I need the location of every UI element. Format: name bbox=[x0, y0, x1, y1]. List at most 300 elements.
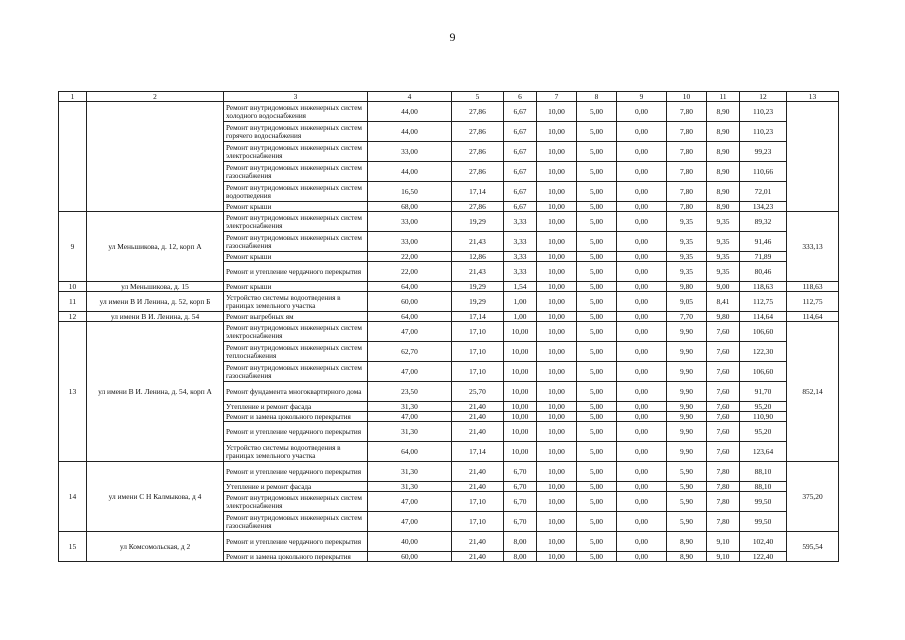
value-cell: 7,60 bbox=[707, 402, 740, 412]
value-cell: 10,00 bbox=[504, 342, 537, 362]
total-cell: 333,13 bbox=[787, 212, 839, 282]
value-cell: 7,80 bbox=[667, 182, 707, 202]
value-cell: 7,60 bbox=[707, 422, 740, 442]
column-header: 2 bbox=[87, 92, 224, 102]
value-cell: 5,00 bbox=[577, 462, 617, 482]
column-header: 6 bbox=[504, 92, 537, 102]
value-cell: 5,00 bbox=[577, 202, 617, 212]
value-cell: 5,00 bbox=[577, 492, 617, 512]
value-cell: 17,10 bbox=[452, 492, 504, 512]
value-cell: 110,90 bbox=[740, 412, 787, 422]
value-cell: 118,63 bbox=[740, 282, 787, 292]
value-cell: 0,00 bbox=[617, 252, 667, 262]
value-cell: 10,00 bbox=[537, 382, 577, 402]
value-cell: 9,80 bbox=[707, 312, 740, 322]
value-cell: 7,80 bbox=[667, 122, 707, 142]
value-cell: 19,29 bbox=[452, 212, 504, 232]
value-cell: 5,00 bbox=[577, 312, 617, 322]
value-cell: 9,35 bbox=[707, 262, 740, 282]
value-cell: 17,14 bbox=[452, 312, 504, 322]
value-cell: 9,00 bbox=[707, 282, 740, 292]
value-cell: 0,00 bbox=[617, 122, 667, 142]
value-cell: 10,00 bbox=[537, 512, 577, 532]
value-cell: 72,01 bbox=[740, 182, 787, 202]
value-cell: 23,50 bbox=[368, 382, 452, 402]
value-cell: 17,10 bbox=[452, 512, 504, 532]
table-row bbox=[59, 532, 839, 552]
value-cell: 10,00 bbox=[537, 412, 577, 422]
work-type-cell: Ремонт внутридомовых инженерных систем газоснабжения bbox=[224, 232, 368, 252]
value-cell: 7,80 bbox=[707, 482, 740, 492]
value-cell: 10,00 bbox=[504, 362, 537, 382]
value-cell: 40,00 bbox=[368, 532, 452, 552]
value-cell: 0,00 bbox=[617, 292, 667, 312]
value-cell: 10,00 bbox=[504, 322, 537, 342]
value-cell: 5,00 bbox=[577, 322, 617, 342]
value-cell: 10,00 bbox=[537, 362, 577, 382]
column-header-row bbox=[59, 92, 839, 102]
value-cell: 10,00 bbox=[537, 102, 577, 122]
value-cell: 8,90 bbox=[707, 122, 740, 142]
value-cell: 9,90 bbox=[667, 382, 707, 402]
value-cell: 10,00 bbox=[537, 232, 577, 252]
value-cell: 3,33 bbox=[504, 232, 537, 252]
total-cell: 112,75 bbox=[787, 292, 839, 312]
value-cell: 5,00 bbox=[577, 262, 617, 282]
value-cell: 10,00 bbox=[537, 482, 577, 492]
row-number: 10 bbox=[59, 282, 87, 292]
column-header: 5 bbox=[452, 92, 504, 102]
value-cell: 106,60 bbox=[740, 322, 787, 342]
value-cell: 0,00 bbox=[617, 282, 667, 292]
value-cell: 10,00 bbox=[537, 262, 577, 282]
value-cell: 9,90 bbox=[667, 362, 707, 382]
value-cell: 91,70 bbox=[740, 382, 787, 402]
work-type-cell: Ремонт и утепление чердачного перекрытия bbox=[224, 422, 368, 442]
work-type-cell: Ремонт внутридомовых инженерных систем холодного водоснабжения bbox=[224, 102, 368, 122]
value-cell: 5,00 bbox=[577, 442, 617, 462]
value-cell: 8,90 bbox=[707, 102, 740, 122]
value-cell: 88,10 bbox=[740, 482, 787, 492]
value-cell: 9,90 bbox=[667, 322, 707, 342]
value-cell: 8,00 bbox=[504, 532, 537, 552]
column-header: 8 bbox=[577, 92, 617, 102]
total-cell: 118,63 bbox=[787, 282, 839, 292]
value-cell: 8,90 bbox=[707, 202, 740, 212]
value-cell: 10,00 bbox=[537, 312, 577, 322]
column-header: 3 bbox=[224, 92, 368, 102]
work-type-cell: Ремонт крыши bbox=[224, 252, 368, 262]
value-cell: 9,90 bbox=[667, 422, 707, 442]
row-number: 14 bbox=[59, 462, 87, 532]
value-cell: 10,00 bbox=[504, 412, 537, 422]
value-cell: 5,00 bbox=[577, 412, 617, 422]
value-cell: 6,70 bbox=[504, 492, 537, 512]
value-cell: 7,60 bbox=[707, 322, 740, 342]
address-cell: ул Меньшикова, д. 12, корп А bbox=[87, 212, 224, 282]
value-cell: 60,00 bbox=[368, 552, 452, 562]
value-cell: 33,00 bbox=[368, 212, 452, 232]
value-cell: 10,00 bbox=[504, 402, 537, 412]
value-cell: 9,35 bbox=[707, 252, 740, 262]
work-type-cell: Ремонт крыши bbox=[224, 202, 368, 212]
value-cell: 80,46 bbox=[740, 262, 787, 282]
value-cell: 8,90 bbox=[667, 552, 707, 562]
value-cell: 10,00 bbox=[537, 292, 577, 312]
row-number bbox=[59, 102, 87, 212]
value-cell: 8,90 bbox=[707, 162, 740, 182]
column-header: 10 bbox=[667, 92, 707, 102]
value-cell: 0,00 bbox=[617, 142, 667, 162]
value-cell: 9,35 bbox=[667, 212, 707, 232]
value-cell: 5,90 bbox=[667, 462, 707, 482]
value-cell: 10,00 bbox=[537, 122, 577, 142]
value-cell: 0,00 bbox=[617, 212, 667, 232]
work-type-cell: Ремонт крыши bbox=[224, 282, 368, 292]
value-cell: 17,10 bbox=[452, 362, 504, 382]
value-cell: 5,00 bbox=[577, 122, 617, 142]
value-cell: 6,67 bbox=[504, 142, 537, 162]
value-cell: 5,00 bbox=[577, 212, 617, 232]
value-cell: 110,66 bbox=[740, 162, 787, 182]
value-cell: 102,40 bbox=[740, 532, 787, 552]
row-number: 11 bbox=[59, 292, 87, 312]
work-type-cell: Ремонт внутридомовых инженерных систем электроснабжения bbox=[224, 212, 368, 232]
value-cell: 122,30 bbox=[740, 342, 787, 362]
value-cell: 6,67 bbox=[504, 202, 537, 212]
page-number: 9 bbox=[449, 30, 456, 44]
value-cell: 9,80 bbox=[667, 282, 707, 292]
value-cell: 68,00 bbox=[368, 202, 452, 212]
value-cell: 27,86 bbox=[452, 162, 504, 182]
value-cell: 122,40 bbox=[740, 552, 787, 562]
value-cell: 0,00 bbox=[617, 362, 667, 382]
value-cell: 7,80 bbox=[707, 512, 740, 532]
value-cell: 9,90 bbox=[667, 402, 707, 412]
value-cell: 0,00 bbox=[617, 442, 667, 462]
value-cell: 0,00 bbox=[617, 202, 667, 212]
value-cell: 0,00 bbox=[617, 402, 667, 412]
value-cell: 7,80 bbox=[667, 142, 707, 162]
work-type-cell: Ремонт и утепление чердачного перекрытия bbox=[224, 532, 368, 552]
value-cell: 9,90 bbox=[667, 342, 707, 362]
value-cell: 7,80 bbox=[707, 462, 740, 482]
value-cell: 7,70 bbox=[667, 312, 707, 322]
value-cell: 134,23 bbox=[740, 202, 787, 212]
value-cell: 7,60 bbox=[707, 382, 740, 402]
value-cell: 5,00 bbox=[577, 532, 617, 552]
value-cell: 5,00 bbox=[577, 102, 617, 122]
table-row bbox=[59, 292, 839, 312]
value-cell: 0,00 bbox=[617, 532, 667, 552]
value-cell: 0,00 bbox=[617, 462, 667, 482]
value-cell: 1,00 bbox=[504, 312, 537, 322]
row-number: 9 bbox=[59, 212, 87, 282]
value-cell: 22,00 bbox=[368, 262, 452, 282]
value-cell: 5,90 bbox=[667, 512, 707, 532]
work-type-cell: Ремонт выгребных ям bbox=[224, 312, 368, 322]
value-cell: 9,90 bbox=[667, 412, 707, 422]
value-cell: 44,00 bbox=[368, 102, 452, 122]
value-cell: 6,70 bbox=[504, 482, 537, 492]
value-cell: 47,00 bbox=[368, 512, 452, 532]
value-cell: 21,40 bbox=[452, 402, 504, 412]
value-cell: 10,00 bbox=[537, 342, 577, 362]
value-cell: 5,00 bbox=[577, 252, 617, 262]
value-cell: 0,00 bbox=[617, 262, 667, 282]
total-cell bbox=[787, 102, 839, 212]
address-cell: ул Меньшикова, д. 15 bbox=[87, 282, 224, 292]
value-cell: 21,40 bbox=[452, 412, 504, 422]
value-cell: 21,40 bbox=[452, 552, 504, 562]
value-cell: 5,00 bbox=[577, 362, 617, 382]
value-cell: 31,30 bbox=[368, 482, 452, 492]
value-cell: 99,23 bbox=[740, 142, 787, 162]
value-cell: 10,00 bbox=[537, 422, 577, 442]
value-cell: 112,75 bbox=[740, 292, 787, 312]
value-cell: 95,20 bbox=[740, 422, 787, 442]
work-type-cell: Утепление и ремонт фасада bbox=[224, 402, 368, 412]
work-type-cell: Ремонт внутридомовых инженерных систем электроснабжения bbox=[224, 492, 368, 512]
value-cell: 10,00 bbox=[537, 322, 577, 342]
work-type-cell: Ремонт внутридомовых инженерных систем газоснабжения bbox=[224, 162, 368, 182]
value-cell: 10,00 bbox=[537, 252, 577, 262]
value-cell: 10,00 bbox=[537, 492, 577, 512]
value-cell: 10,00 bbox=[537, 462, 577, 482]
value-cell: 3,33 bbox=[504, 252, 537, 262]
value-cell: 5,00 bbox=[577, 182, 617, 202]
value-cell: 0,00 bbox=[617, 162, 667, 182]
value-cell: 9,35 bbox=[707, 232, 740, 252]
value-cell: 47,00 bbox=[368, 492, 452, 512]
value-cell: 7,80 bbox=[667, 102, 707, 122]
value-cell: 0,00 bbox=[617, 182, 667, 202]
value-cell: 10,00 bbox=[504, 382, 537, 402]
work-type-cell: Ремонт внутридомовых инженерных систем газоснабжения bbox=[224, 512, 368, 532]
value-cell: 0,00 bbox=[617, 312, 667, 322]
value-cell: 3,33 bbox=[504, 262, 537, 282]
value-cell: 3,33 bbox=[504, 212, 537, 232]
column-header: 1 bbox=[59, 92, 87, 102]
column-header: 12 bbox=[740, 92, 787, 102]
value-cell: 7,60 bbox=[707, 412, 740, 422]
value-cell: 99,50 bbox=[740, 512, 787, 532]
work-type-cell: Ремонт фундамента многоквартирного дома bbox=[224, 382, 368, 402]
column-header: 9 bbox=[617, 92, 667, 102]
value-cell: 17,10 bbox=[452, 342, 504, 362]
table-row bbox=[59, 312, 839, 322]
work-type-cell: Ремонт внутридомовых инженерных систем водоотведения bbox=[224, 182, 368, 202]
value-cell: 7,60 bbox=[707, 362, 740, 382]
value-cell: 5,00 bbox=[577, 552, 617, 562]
value-cell: 6,67 bbox=[504, 102, 537, 122]
value-cell: 88,10 bbox=[740, 462, 787, 482]
value-cell: 5,90 bbox=[667, 482, 707, 492]
value-cell: 5,00 bbox=[577, 162, 617, 182]
value-cell: 31,30 bbox=[368, 462, 452, 482]
value-cell: 17,14 bbox=[452, 182, 504, 202]
value-cell: 9,35 bbox=[707, 212, 740, 232]
value-cell: 21,43 bbox=[452, 262, 504, 282]
table-row bbox=[59, 322, 839, 342]
row-number: 13 bbox=[59, 322, 87, 462]
value-cell: 0,00 bbox=[617, 552, 667, 562]
value-cell: 5,90 bbox=[667, 492, 707, 512]
value-cell: 91,46 bbox=[740, 232, 787, 252]
value-cell: 0,00 bbox=[617, 322, 667, 342]
work-type-cell: Ремонт и утепление чердачного перекрытия bbox=[224, 462, 368, 482]
table-row bbox=[59, 102, 839, 122]
value-cell: 10,00 bbox=[537, 532, 577, 552]
value-cell: 6,70 bbox=[504, 512, 537, 532]
value-cell: 6,67 bbox=[504, 122, 537, 142]
value-cell: 10,00 bbox=[504, 422, 537, 442]
value-cell: 0,00 bbox=[617, 342, 667, 362]
address-cell bbox=[87, 102, 224, 212]
table-row bbox=[59, 212, 839, 232]
value-cell: 5,00 bbox=[577, 232, 617, 252]
value-cell: 22,00 bbox=[368, 252, 452, 262]
value-cell: 21,40 bbox=[452, 422, 504, 442]
value-cell: 9,10 bbox=[707, 532, 740, 552]
value-cell: 5,00 bbox=[577, 402, 617, 412]
value-cell: 7,60 bbox=[707, 342, 740, 362]
value-cell: 44,00 bbox=[368, 162, 452, 182]
value-cell: 1,54 bbox=[504, 282, 537, 292]
value-cell: 110,23 bbox=[740, 122, 787, 142]
address-cell: ул Комсомольская, д 2 bbox=[87, 532, 224, 562]
value-cell: 47,00 bbox=[368, 322, 452, 342]
value-cell: 19,29 bbox=[452, 292, 504, 312]
value-cell: 9,35 bbox=[667, 252, 707, 262]
work-type-cell: Ремонт внутридомовых инженерных систем теплоснабжения bbox=[224, 342, 368, 362]
value-cell: 10,00 bbox=[504, 442, 537, 462]
value-cell: 64,00 bbox=[368, 282, 452, 292]
value-cell: 27,86 bbox=[452, 202, 504, 212]
column-header: 7 bbox=[537, 92, 577, 102]
value-cell: 60,00 bbox=[368, 292, 452, 312]
value-cell: 0,00 bbox=[617, 102, 667, 122]
value-cell: 10,00 bbox=[537, 552, 577, 562]
value-cell: 89,32 bbox=[740, 212, 787, 232]
value-cell: 5,00 bbox=[577, 422, 617, 442]
value-cell: 31,30 bbox=[368, 422, 452, 442]
row-number: 12 bbox=[59, 312, 87, 322]
value-cell: 8,90 bbox=[707, 182, 740, 202]
value-cell: 64,00 bbox=[368, 442, 452, 462]
repair-cost-table bbox=[58, 91, 839, 562]
column-header: 11 bbox=[707, 92, 740, 102]
value-cell: 71,89 bbox=[740, 252, 787, 262]
value-cell: 6,67 bbox=[504, 162, 537, 182]
work-type-cell: Ремонт и утепление чердачного перекрытия bbox=[224, 262, 368, 282]
value-cell: 10,00 bbox=[537, 442, 577, 462]
row-number: 15 bbox=[59, 532, 87, 562]
value-cell: 31,30 bbox=[368, 402, 452, 412]
work-type-cell: Утепление и ремонт фасада bbox=[224, 482, 368, 492]
work-type-cell: Устройство системы водоотведения в границах земельного участка bbox=[224, 442, 368, 462]
value-cell: 106,60 bbox=[740, 362, 787, 382]
value-cell: 7,80 bbox=[667, 162, 707, 182]
value-cell: 27,86 bbox=[452, 102, 504, 122]
value-cell: 12,86 bbox=[452, 252, 504, 262]
value-cell: 95,20 bbox=[740, 402, 787, 412]
value-cell: 10,00 bbox=[537, 282, 577, 292]
value-cell: 9,35 bbox=[667, 232, 707, 252]
value-cell: 9,10 bbox=[707, 552, 740, 562]
value-cell: 0,00 bbox=[617, 232, 667, 252]
value-cell: 5,00 bbox=[577, 292, 617, 312]
work-type-cell: Ремонт внутридомовых инженерных систем газоснабжения bbox=[224, 362, 368, 382]
value-cell: 33,00 bbox=[368, 142, 452, 162]
value-cell: 0,00 bbox=[617, 412, 667, 422]
address-cell: ул имени В И Ленина, д. 52, корп Б bbox=[87, 292, 224, 312]
value-cell: 47,00 bbox=[368, 362, 452, 382]
work-type-cell: Ремонт внутридомовых инженерных систем горячего водоснабжения bbox=[224, 122, 368, 142]
value-cell: 21,40 bbox=[452, 532, 504, 552]
value-cell: 17,10 bbox=[452, 322, 504, 342]
value-cell: 5,00 bbox=[577, 512, 617, 532]
value-cell: 123,64 bbox=[740, 442, 787, 462]
value-cell: 10,00 bbox=[537, 162, 577, 182]
column-header: 13 bbox=[787, 92, 839, 102]
value-cell: 33,00 bbox=[368, 232, 452, 252]
value-cell: 6,67 bbox=[504, 182, 537, 202]
value-cell: 10,00 bbox=[537, 142, 577, 162]
value-cell: 64,00 bbox=[368, 312, 452, 322]
value-cell: 7,80 bbox=[667, 202, 707, 212]
value-cell: 5,00 bbox=[577, 382, 617, 402]
total-cell: 114,64 bbox=[787, 312, 839, 322]
table-row bbox=[59, 462, 839, 482]
value-cell: 5,00 bbox=[577, 142, 617, 162]
value-cell: 21,43 bbox=[452, 232, 504, 252]
value-cell: 10,00 bbox=[537, 202, 577, 212]
work-type-cell: Ремонт внутридомовых инженерных систем электроснабжения bbox=[224, 142, 368, 162]
value-cell: 10,00 bbox=[537, 182, 577, 202]
value-cell: 21,40 bbox=[452, 462, 504, 482]
work-type-cell: Устройство системы водоотведения в границах земельного участка bbox=[224, 292, 368, 312]
value-cell: 7,60 bbox=[707, 442, 740, 462]
value-cell: 7,80 bbox=[707, 492, 740, 512]
value-cell: 8,41 bbox=[707, 292, 740, 312]
value-cell: 47,00 bbox=[368, 412, 452, 422]
work-type-cell: Ремонт и замена цокольного перекрытия bbox=[224, 552, 368, 562]
value-cell: 0,00 bbox=[617, 492, 667, 512]
address-cell: ул имени В И. Ленина, д. 54, корп А bbox=[87, 322, 224, 462]
value-cell: 17,14 bbox=[452, 442, 504, 462]
value-cell: 9,05 bbox=[667, 292, 707, 312]
value-cell: 110,23 bbox=[740, 102, 787, 122]
value-cell: 9,90 bbox=[667, 442, 707, 462]
value-cell: 16,50 bbox=[368, 182, 452, 202]
value-cell: 0,00 bbox=[617, 512, 667, 532]
value-cell: 114,64 bbox=[740, 312, 787, 322]
work-type-cell: Ремонт внутридомовых инженерных систем электроснабжения bbox=[224, 322, 368, 342]
value-cell: 19,29 bbox=[452, 282, 504, 292]
value-cell: 9,35 bbox=[667, 262, 707, 282]
value-cell: 0,00 bbox=[617, 422, 667, 442]
address-cell: ул имени В И. Ленина, д. 54 bbox=[87, 312, 224, 322]
value-cell: 0,00 bbox=[617, 482, 667, 492]
value-cell: 62,70 bbox=[368, 342, 452, 362]
address-cell: ул имени С Н Калмыкова, д 4 bbox=[87, 462, 224, 532]
value-cell: 27,86 bbox=[452, 142, 504, 162]
value-cell: 5,00 bbox=[577, 342, 617, 362]
value-cell: 8,00 bbox=[504, 552, 537, 562]
value-cell: 6,70 bbox=[504, 462, 537, 482]
value-cell: 10,00 bbox=[537, 402, 577, 412]
